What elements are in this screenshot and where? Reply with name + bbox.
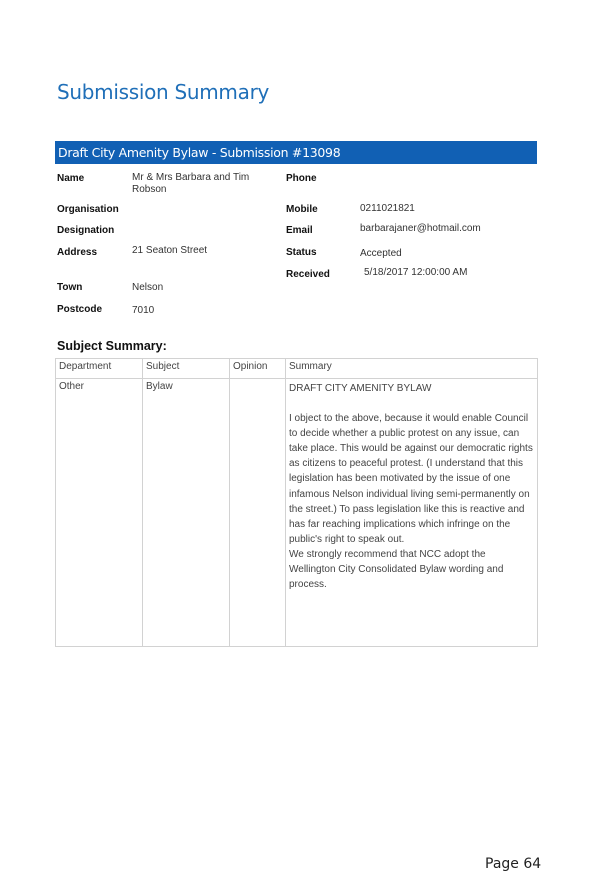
designation-label: Designation xyxy=(57,225,115,236)
column-header-subject: Subject xyxy=(143,359,230,379)
mobile-label: Mobile xyxy=(286,204,318,215)
table-row xyxy=(56,379,538,647)
postcode-label: Postcode xyxy=(57,304,103,315)
column-header-department: Department xyxy=(56,359,143,379)
subject-summary-heading: Subject Summary: xyxy=(57,339,167,353)
summary-title: DRAFT CITY AMENITY BYLAW xyxy=(289,383,432,394)
summary-body: I object to the above, because it would enable Council to decide whether a public protest on any issue, can take place. This would be against our democratic rights as citizens to peaceful protest. (I understand that this legislation has been motivated by the issue of one infamous Nelson individual living semi-permanently on the street.) To pass legislation like this is reactive and has far reaching implications which infringe on the public's right to speak out. We strongly recommend that NCC adopt the Wellington City Consolidated Bylaw wording and process. xyxy=(289,413,533,591)
department-cell: Other xyxy=(56,379,143,647)
name-label: Name xyxy=(57,173,85,184)
received-value: 5/18/2017 12:00:00 AM xyxy=(364,267,468,278)
page-number: Page 64 xyxy=(485,856,542,872)
address-label: Address xyxy=(57,247,98,258)
received-label: Received xyxy=(286,269,330,280)
table-header-row xyxy=(56,359,538,379)
mobile-value: 0211021821 xyxy=(360,203,415,214)
email-value: barbarajaner@hotmail.com xyxy=(360,223,481,234)
column-header-opinion: Opinion xyxy=(230,359,286,379)
address-value: 21 Seaton Street xyxy=(132,245,208,256)
subject-summary-table xyxy=(55,358,538,647)
phone-label: Phone xyxy=(286,173,317,184)
email-label: Email xyxy=(286,225,313,236)
town-value: Nelson xyxy=(132,282,164,293)
name-value: Mr & Mrs Barbara and Tim Robson xyxy=(132,172,250,195)
postcode-value: 7010 xyxy=(132,305,155,316)
subject-cell: Bylaw xyxy=(143,379,230,647)
column-header-summary: Summary xyxy=(286,359,538,379)
town-label: Town xyxy=(57,282,83,293)
opinion-cell xyxy=(230,379,286,647)
page-title: Submission Summary xyxy=(57,80,270,104)
summary-cell xyxy=(286,379,538,647)
submission-banner: Draft City Amenity Bylaw - Submission #13098 xyxy=(55,141,537,164)
status-value: Accepted xyxy=(360,248,402,259)
organisation-label: Organisation xyxy=(57,204,119,215)
status-label: Status xyxy=(286,247,317,258)
